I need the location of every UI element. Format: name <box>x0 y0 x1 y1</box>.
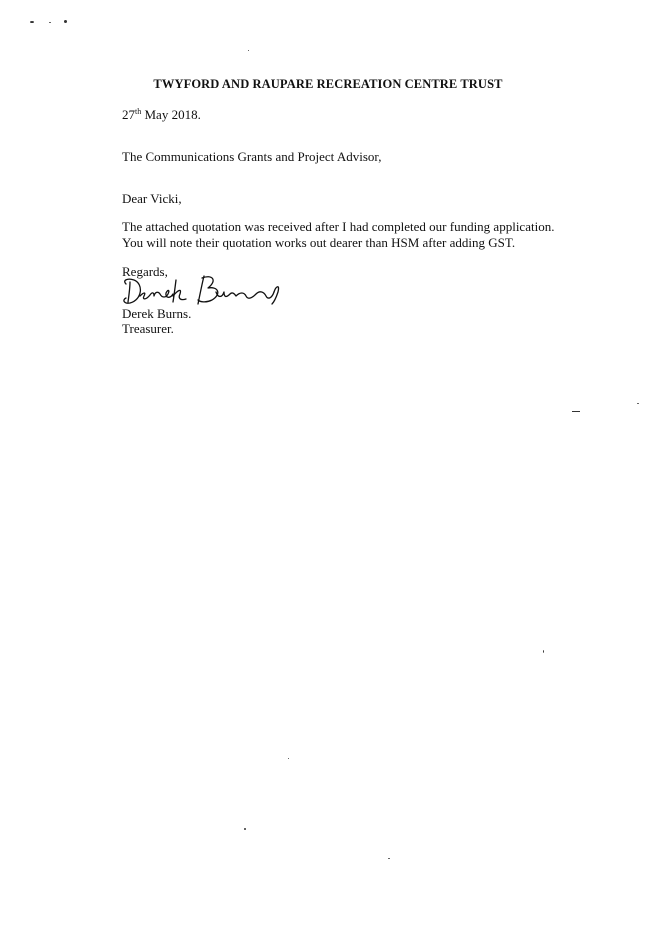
scan-speck <box>637 403 639 404</box>
date-day: 27 <box>122 107 135 122</box>
closing: Regards, <box>122 264 168 279</box>
signer-name: Derek Burns. <box>122 306 192 321</box>
scan-speck <box>248 50 249 51</box>
letter-date <box>122 107 201 123</box>
scan-speck <box>543 650 544 653</box>
scan-speck <box>49 22 51 23</box>
body-paragraph-line-2: You will note their quotation works out dearer than HSM after adding GST. <box>122 235 516 250</box>
scan-speck <box>388 858 390 859</box>
date-rest: May 2018. <box>141 107 201 122</box>
scan-speck <box>30 21 34 23</box>
handwritten-signature <box>118 270 288 310</box>
body-paragraph-line-1: The attached quotation was received after I had completed our funding application. <box>122 219 555 234</box>
scan-speck <box>244 828 246 830</box>
date-suffix: th <box>135 107 142 116</box>
scan-speck <box>288 758 289 759</box>
signer-title: Treasurer. <box>122 321 174 336</box>
organization-heading: TWYFORD AND RAUPARE RECREATION CENTRE TRUST <box>153 77 503 91</box>
salutation: Dear Vicki, <box>122 191 182 206</box>
recipient-line: The Communications Grants and Project Advisor, <box>122 149 382 164</box>
scan-speck <box>572 411 580 412</box>
scan-speck <box>64 20 67 23</box>
